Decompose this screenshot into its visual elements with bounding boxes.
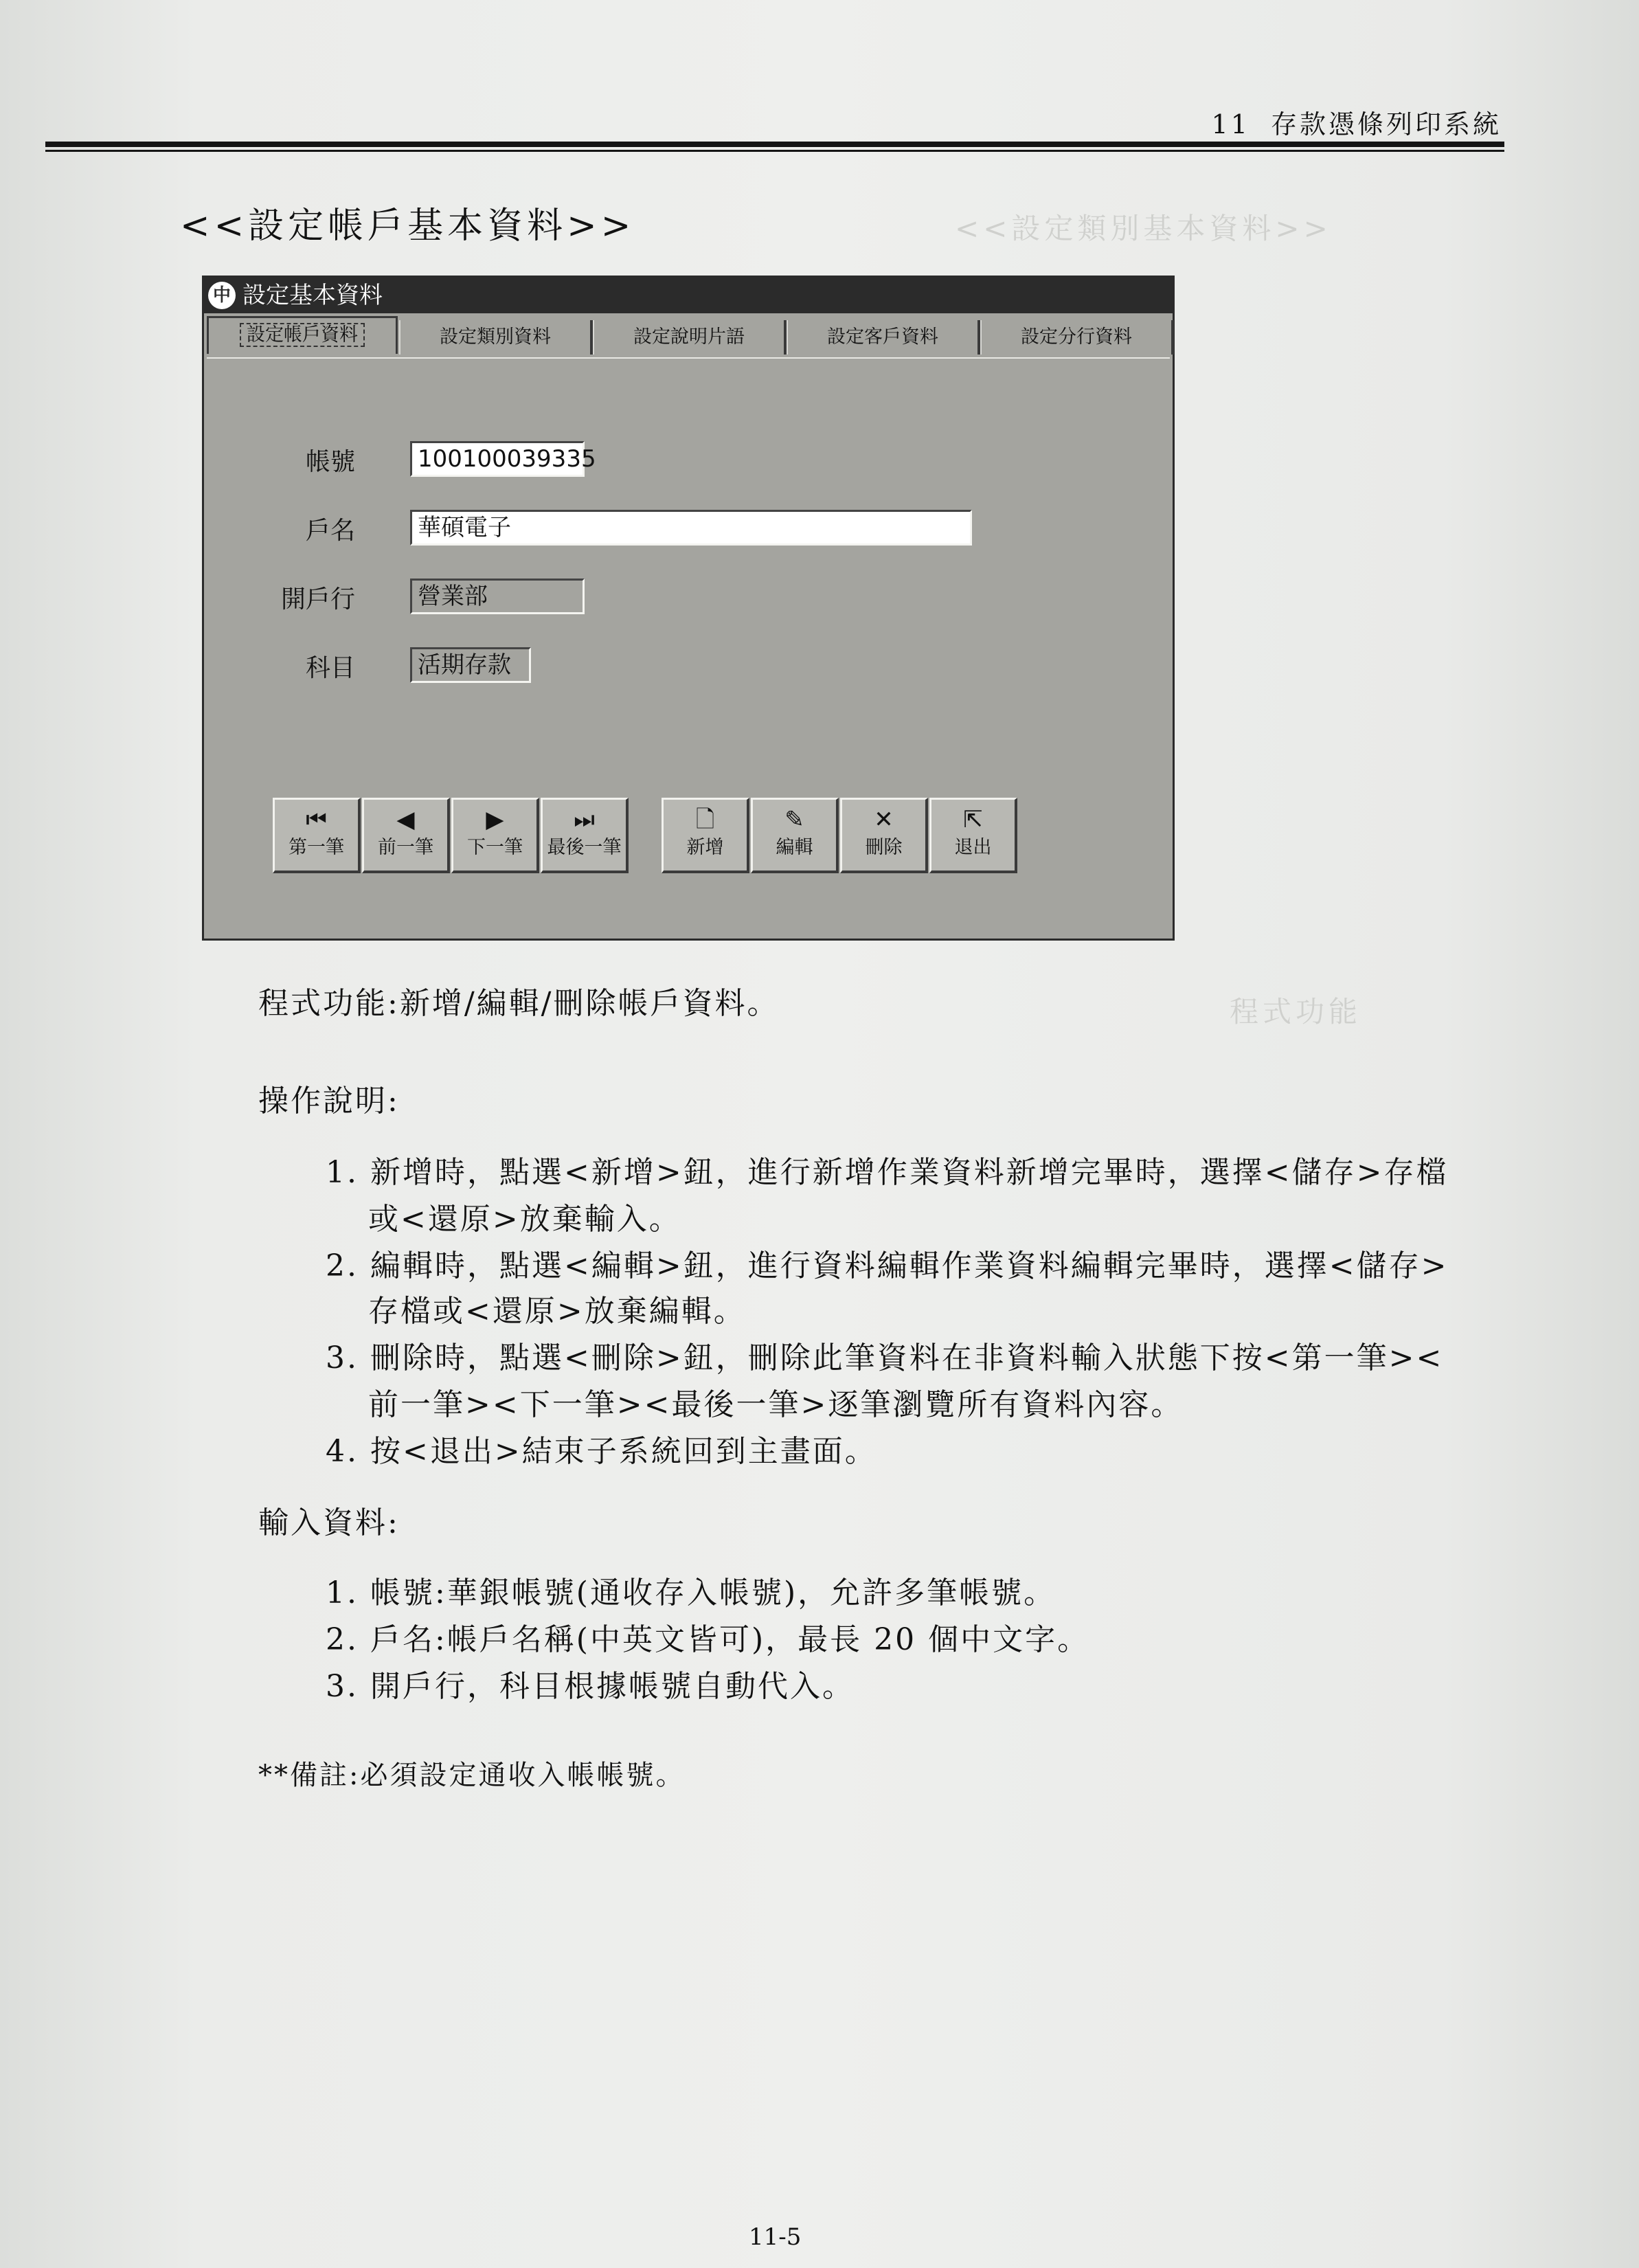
next-record-button[interactable]: ▶ 下一筆 <box>451 798 539 873</box>
prev-record-icon: ◀ <box>396 806 415 833</box>
note: **備註:必須設定通收入帳帳號。 <box>258 1760 686 1791</box>
branch-field: 營業部 <box>410 579 585 614</box>
new-button[interactable]: 🗋 新增 <box>662 798 749 873</box>
new-doc-icon: 🗋 <box>695 806 715 833</box>
operation-item-3-cont: 前一筆><下一筆><最後一筆>逐筆瀏覽所有資料內容。 <box>368 1387 1184 1422</box>
input-heading: 輸入資料: <box>258 1505 400 1540</box>
chapter-title: 存款憑條列印系統 <box>1270 109 1502 139</box>
prev-record-button[interactable]: ◀ 前一筆 <box>362 798 450 873</box>
tab-divider <box>207 357 1170 359</box>
settings-dialog <box>202 276 1175 941</box>
edit-button[interactable]: ✎ 編輯 <box>751 798 839 873</box>
account-label: 帳號 <box>305 448 355 476</box>
tab-branch-settings[interactable]: 設定分行資料 <box>980 320 1174 355</box>
tab-category-settings[interactable]: 設定類別資料 <box>399 320 593 355</box>
next-record-icon: ▶ <box>486 806 504 833</box>
running-header <box>1212 103 1502 141</box>
function-description: 程式功能:新增/編輯/刪除帳戶資料。 <box>258 986 780 1021</box>
operation-item-4: 4. 按<退出>結束子系統回到主畫面。 <box>326 1434 877 1469</box>
bleed-through: 程式功能 <box>1230 995 1362 1029</box>
operation-item-1: 1. 新增時，點選<新增>鈕，進行新增作業資料新增完畢時，選擇<儲存>存檔 <box>326 1155 1449 1190</box>
chapter-number: 11 <box>1211 109 1250 139</box>
page-number: 11-5 <box>749 2223 802 2251</box>
tab-phrase-settings[interactable]: 設定說明片語 <box>593 320 787 355</box>
name-field[interactable]: 華碩電子 <box>410 510 972 546</box>
exit-button[interactable]: ⇱ 退出 <box>929 798 1017 873</box>
input-item-3: 3. 開戶行，科目根據帳號自動代入。 <box>326 1669 855 1704</box>
header-rule <box>45 142 1504 147</box>
bleed-through: <<設定類別基本資料>> <box>955 212 1332 245</box>
operation-heading: 操作說明: <box>258 1084 400 1119</box>
first-record-icon: ⏮ <box>306 806 327 833</box>
delete-button[interactable]: ✕ 刪除 <box>840 798 928 873</box>
delete-icon: ✕ <box>874 806 894 833</box>
branch-label: 開戶行 <box>280 585 355 614</box>
operation-item-2-cont: 存檔或<還原>放棄編輯。 <box>368 1294 746 1329</box>
first-record-button[interactable]: ⏮ 第一筆 <box>273 798 361 873</box>
header-rule-thin <box>45 150 1504 152</box>
operation-item-2: 2. 編輯時，點選<編輯>鈕，進行資料編輯作業資料編輯完畢時，選擇<儲存> <box>326 1248 1449 1283</box>
last-record-button[interactable]: ⏭ 最後一筆 <box>541 798 629 873</box>
section-heading: <<設定帳戶基本資料>> <box>180 205 635 247</box>
dialog-titlebar <box>204 278 1173 313</box>
tab-account-settings[interactable]: 設定帳戶資料 <box>207 316 398 354</box>
tab-customer-settings[interactable]: 設定客戶資料 <box>787 320 980 355</box>
exit-icon: ⇱ <box>963 806 983 833</box>
subject-field: 活期存款 <box>410 647 531 683</box>
last-record-icon: ⏭ <box>574 806 595 833</box>
account-field[interactable]: 100100039335 <box>410 441 585 477</box>
input-item-2: 2. 戶名:帳戶名稱(中英文皆可)，最長 20 個中文字。 <box>326 1622 1090 1657</box>
subject-label: 科目 <box>305 654 355 682</box>
tab-strip <box>207 316 1170 359</box>
dialog-title: 設定基本資料 <box>242 282 383 309</box>
operation-item-3: 3. 刪除時，點選<刪除>鈕，刪除此筆資料在非資料輸入狀態下按<第一筆>< <box>326 1340 1444 1376</box>
operation-item-1-cont: 或<還原>放棄輸入。 <box>368 1202 681 1237</box>
input-item-1: 1. 帳號:華銀帳號(通收存入帳號)，允許多筆帳號。 <box>326 1575 1056 1610</box>
edit-icon: ✎ <box>784 806 804 833</box>
app-logo-icon: 中 <box>208 282 236 309</box>
name-label: 戶名 <box>305 517 355 545</box>
